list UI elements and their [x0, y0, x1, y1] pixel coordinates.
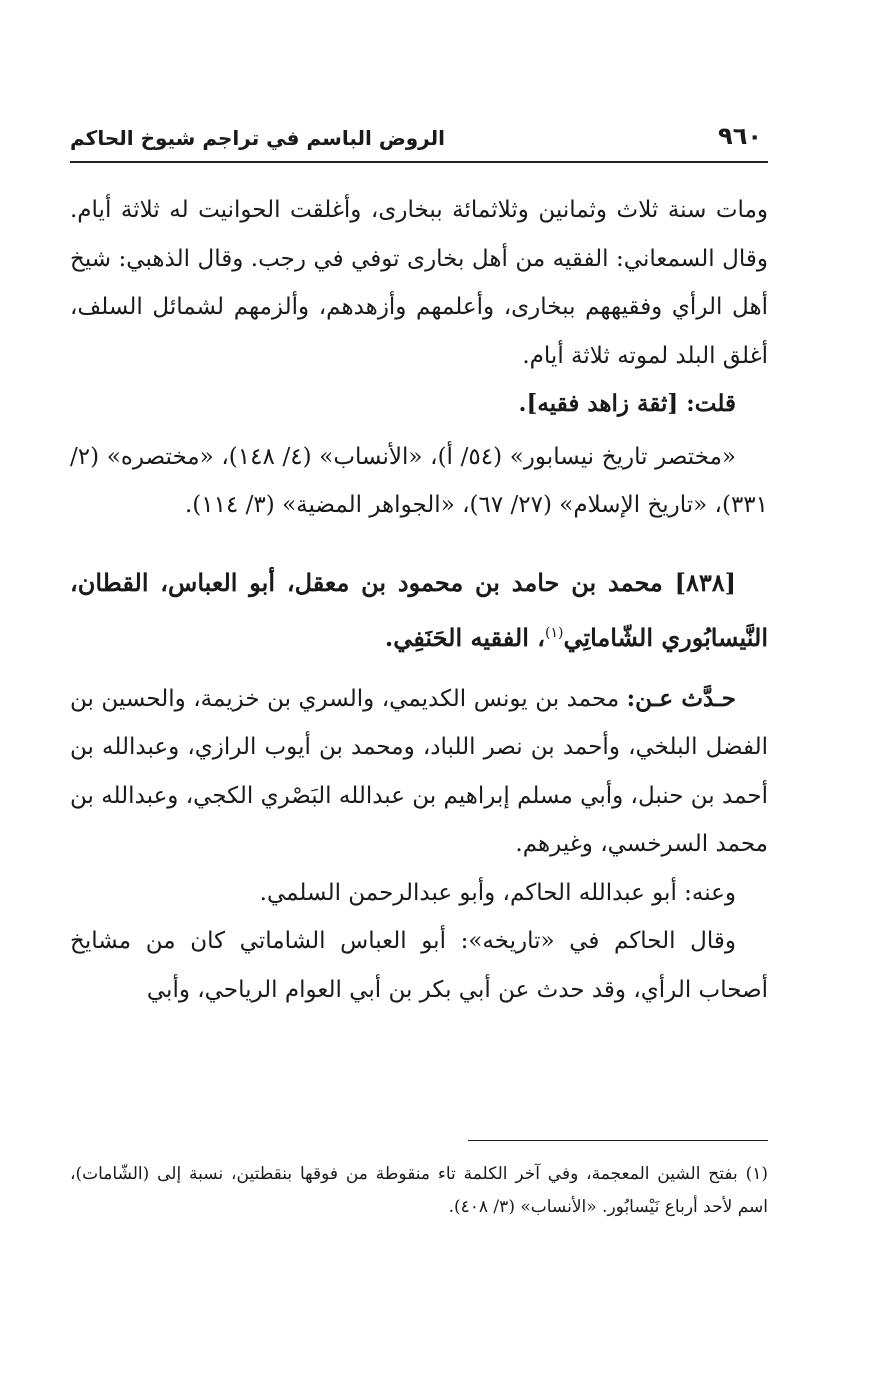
running-header: [70, 118, 770, 158]
narrated-from-text: محمد بن يونس الكديمي، والسري بن خزيمة، والحسين بن الفضل البلخي، وأحمد بن نصر اللباد، ومحمد بن أيوب الرازي، وعبدالله بن أحمد بن حنبل، وأبي مسلم إبراهيم بن عبدالله البَصْري الكجي، وعبدالله بن محمد السرخسي، وغيرهم.: [70, 685, 768, 857]
entry-heading-tail: ، الفقيه الحَنَفِي.: [384, 622, 545, 652]
hakim-quote: وقال الحاكم في «تاريخه»: أبو العباس الشاماتي كان من مشايخ أصحاب الرأي، وقد حدث عن أبي بكر بن أبي العوام الرياحي، وأبي: [70, 928, 768, 1003]
header-rule: [70, 161, 768, 163]
narrated-by: وعنه: أبو عبدالله الحاكم، وأبو عبدالرحمن السلمي.: [259, 879, 736, 906]
narrated-from-label: حـدَّث عـن:: [626, 684, 736, 712]
footnote-reference: (١): [544, 624, 564, 641]
footnote: [70, 1158, 768, 1224]
verdict: قلت: [ثقة زاهد فقيه].: [518, 390, 736, 417]
running-title: الروض الباسم في تراجم شيوخ الحاكم: [70, 126, 445, 150]
footnote-rule: [468, 1140, 768, 1141]
previous-entry-continuation: ومات سنة ثلاث وثمانين وثلاثمائة ببخارى، وأغلقت الحوانيت له ثلاثة أيام. وقال السمعاني: الفقيه من أهل بخارى توفي في رجب. وقال الذهبي: شيخ أهل الرأي وفقيههم ببخارى، وأعلمهم وأزهدهم، وألزمهم لشمائل السلف، أغلق البلد لموته ثلاثة أيام.: [70, 197, 768, 369]
narrated-from: [70, 675, 768, 869]
main-text: [70, 186, 768, 1014]
sources-list: «مختصر تاريخ نيسابور» (٥٤/ أ)، «الأنساب» (٤/ ١٤٨)، «مختصره» (٢/ ٣٣١)، «تاريخ الإسلام» (٢٧/ ٦٧)، «الجواهر المضية» (٣/ ١١٤).: [70, 443, 768, 518]
entry-heading-text: [٨٣٨] محمد بن حامد بن محمود بن معقل، أبو العباس، القطان، النَّيسابُوري الشّاماتِي: [70, 567, 768, 652]
entry-heading: [70, 558, 768, 663]
page-number: ٩٦٠: [718, 122, 762, 150]
footnote-text: (١) بفتح الشين المعجمة، وفي آخر الكلمة تاء منقوطة من فوقها بنقطتين، نسبة إلى (الشّامات)، اسم لأحد أرباع نَيْسابُور. «الأنساب» (٣/ ٤٠٨).: [70, 1164, 768, 1217]
